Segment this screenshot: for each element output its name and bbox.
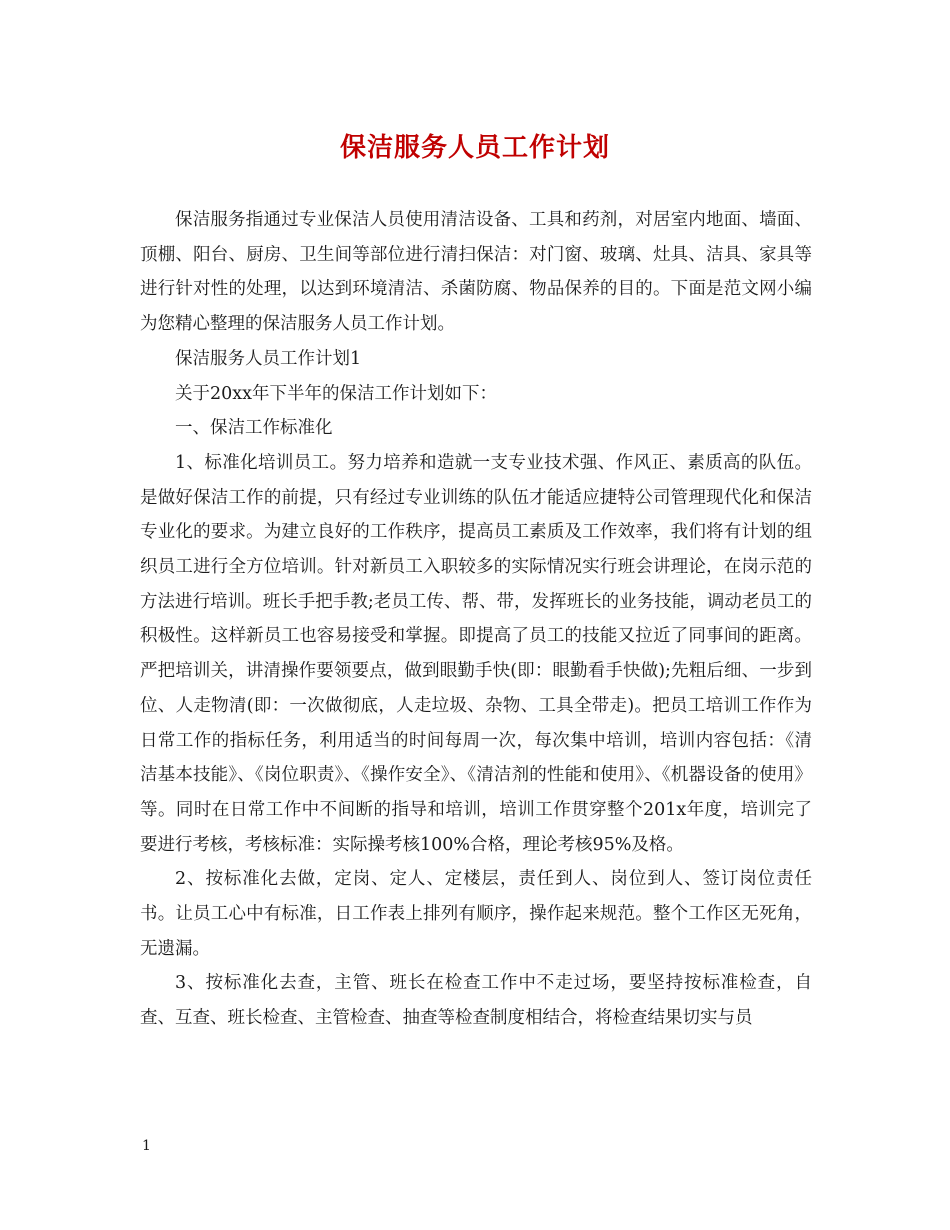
page-number: 1 (142, 1138, 151, 1154)
document-body (140, 203, 812, 1036)
document-title: 保洁服务人员工作计划 (339, 133, 610, 163)
paragraph-standard-inspection: 3、按标准化去查，主管、班长在检查工作中不走过场，要坚持按标准检查，自查、互查、班长检查、主管检查、抽查等检查制度相结合，将检查结果切实与员 (140, 973, 812, 1029)
paragraph-plan-heading: 保洁服务人员工作计划1 (175, 348, 362, 369)
paragraph-standard-work: 2、按标准化去做，定岗、定人、定楼层，责任到人、岗位到人、签订岗位责任书。让员工心中有标准，日工作表上排列有顺序，操作起来规范。整个工作区无死角，无遗漏。 (140, 869, 812, 959)
paragraph-intro: 保洁服务指通过专业保洁人员使用清洁设备、工具和药剂，对居室内地面、墙面、顶棚、阳台、厨房、卫生间等部位进行清扫保洁：对门窗、玻璃、灶具、洁具、家具等进行针对性的处理，以达到环境清洁、杀菌防腐、物品保养的目的。下面是范文网小编为您精心整理的保洁服务人员工作计划。 (140, 210, 812, 335)
section-heading-standardization: 一、保洁工作标准化 (175, 418, 333, 439)
paragraph-plan-intro: 关于20xx年下半年的保洁工作计划如下： (175, 383, 498, 404)
paragraph-training: 1、标准化培训员工。努力培养和造就一支专业技术强、作风正、素质高的队伍。是做好保洁工作的前提，只有经过专业训练的队伍才能适应捷特公司管理现代化和保洁专业化的要求。为建立良好的工作秩序，提高员工素质及工作效率，我们将有计划的组织员工进行全方位培训。针对新员工入职较多的实际情况实行班会讲理论，在岗示范的方法进行培训。班长手把手教;老员工传、帮、带，发挥班长的业务技能，调动老员工的积极性。这样新员工也容易接受和掌握。即提高了员工的技能又拉近了同事间的距离。严把培训关，讲清操作要领要点，做到眼勤手快(即：眼勤看手快做);先粗后细、一步到位、人走物清(即：一次做彻底，人走垃圾、杂物、工具全带走)。把员工培训工作作为日常工作的指标任务，利用适当的时间每周一次，每次集中培训，培训内容包括：《清洁基本技能》、《岗位职责》、《操作安全》、《清洁剂的性能和使用》、《机器设备的使用》等。同时在日常工作中不间断的指导和培训，培训工作贯穿整个201x年度，培训完了要进行考核，考核标准：实际操考核100%合格，理论考核95%及格。 (140, 452, 812, 855)
